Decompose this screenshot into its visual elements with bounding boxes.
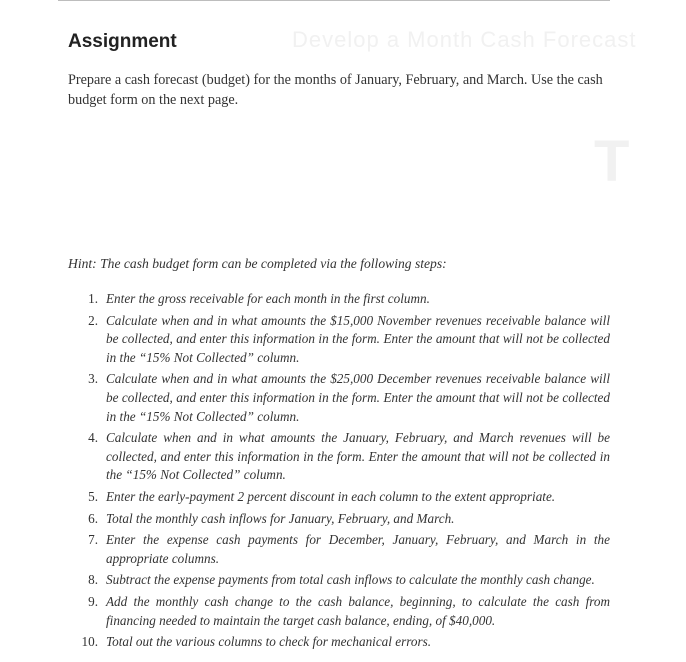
step-text: Calculate when and in what amounts the $25,000 December revenues receivable balance will be collected, and enter this information in the form. Enter the amount that will not be collected in the “15% Not Collected” column.	[106, 371, 610, 424]
step-item	[72, 593, 610, 630]
step-item	[72, 312, 610, 368]
step-text: Enter the gross receivable for each month in the first column.	[106, 291, 430, 306]
step-item	[72, 510, 610, 529]
step-number: 4.	[88, 430, 98, 446]
steps-list	[72, 290, 610, 655]
bleed-through-letter: T	[594, 129, 630, 194]
step-number: 6.	[88, 510, 98, 526]
step-item	[72, 429, 610, 485]
step-item	[72, 290, 610, 309]
step-number: 2.	[88, 312, 98, 328]
step-text: Subtract the expense payments from total cash inflows to calculate the monthly cash change.	[106, 572, 595, 588]
top-rule	[58, 0, 610, 1]
intro-paragraph: Prepare a cash forecast (budget) for the months of January, February, and March. Use the cash budget form on the next page.	[68, 72, 603, 108]
step-text: Add the monthly cash change to the cash balance, beginning, to calculate the cash from financing needed to maintain the target cash balance, ending, of $40,000.	[106, 593, 610, 628]
step-text: Enter the expense cash payments for December, January, February, and March in the appropriate columns.	[106, 532, 610, 566]
step-number: 7.	[88, 532, 98, 548]
hint-text: Hint: The cash budget form can be completed via the following steps:	[68, 256, 447, 271]
step-text: Enter the early-payment 2 percent discount in each column to the extent appropriate.	[106, 488, 556, 504]
step-number: 9.	[88, 593, 98, 609]
step-number: 5.	[88, 488, 98, 504]
step-number: 1.	[88, 291, 98, 306]
step-number: 3.	[88, 371, 98, 387]
step-item	[72, 370, 610, 426]
assignment-title: Assignment	[68, 31, 177, 52]
step-item	[72, 571, 610, 590]
step-text: Calculate when and in what amounts the January, February, and March revenues will be collected, and enter this information in the form. Enter the amount that will not be collected in the “15% Not Collected” column.	[106, 430, 610, 483]
step-item	[72, 488, 610, 507]
step-item	[72, 633, 610, 652]
bleed-through-heading: Develop a Month Cash Forecast	[292, 27, 637, 52]
step-text: Total out the various columns to check for mechanical errors.	[106, 634, 432, 650]
step-text: Calculate when and in what amounts the $15,000 November revenues receivable balance will be collected, and enter this information in the form. Enter the amount that will not be collected in the “15% Not Collected” column.	[106, 312, 610, 365]
step-item	[72, 531, 610, 568]
step-number: 10.	[81, 634, 98, 650]
step-text: Total the monthly cash inflows for January, February, and March.	[106, 510, 455, 526]
step-number: 8.	[88, 572, 98, 588]
